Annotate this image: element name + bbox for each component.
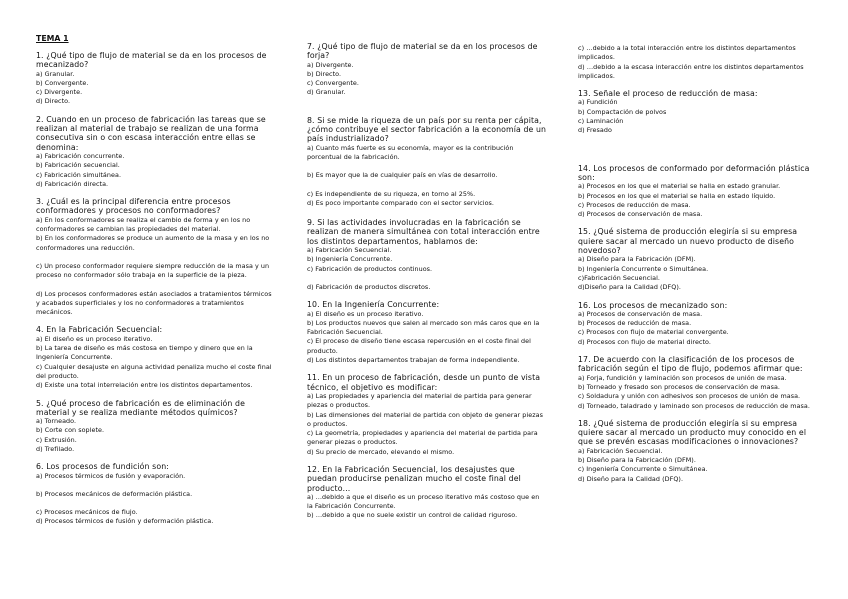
answer-option: c) Cualquier desajuste en alguna actividad penaliza mucho el coste final del producto. [36,362,272,380]
question-text: 18. ¿Qué sistema de producción elegiría si su empresa quiere sacar al mercado un producto muy conocido en el que se prevén escasas modificaciones o innovaciones? [578,418,807,447]
answer-option: b) Procesos mecánicos de deformación plástica. [36,489,193,498]
question-text: 10. En la Ingeniería Concurrente: [307,300,440,310]
answer-option: c) Convergente. [307,79,359,88]
question-block [36,115,276,189]
answer-option: a) Procesos de conservación de masa. [578,309,703,318]
answer-option: d) …debido a la escasa interacción entre los distintos departamentos implicados. [578,62,804,80]
answer-option: a) Diseño para la Fabricación (DFM). [578,255,696,264]
question-text: 9. Si las actividades involucradas en la fabricación se realizan de manera simultánea con total interacción entre los distintos departamentos, hablamos de: [307,218,540,246]
question-text: 17. De acuerdo con la clasificación de los procesos de fabricación según el tipo de flujo, podemos afirmar que: [578,355,803,374]
answer-option: b) En los conformadores se produce un aumento de la masa y en los no conformadores una reducción. [36,234,270,252]
answer-option: b) Torneado y fresado son procesos de conservación de masa. [578,382,781,391]
answer-option: d) Procesos de conservación de masa. [578,210,703,219]
question-text: 4. En la Fabricación Secuencial: [36,325,163,335]
answer-option: c) La geometría, propiedades y apariencia del material de partida para generar piezas o productos. [307,429,538,447]
question-block [578,419,818,484]
answer-option: c) Fabricación de productos continuos. [307,264,433,273]
answer-option: b) Procesos en los que el material se halla en estado líquido. [578,191,776,200]
answer-option: a) El diseño es un proceso iterativo. [36,334,153,343]
answer-option: c) Es independiente de su riqueza, en torno al 25%. [307,189,476,198]
question-text: 5. ¿Qué proceso de fabricación es de eliminación de material y se realiza mediante métodos químicos? [36,398,245,417]
answer-option: c) Un proceso conformador requiere siempre reducción de la masa y un proceso no conformador sólo trabaja en la superficie de la pieza. [36,261,270,280]
answer-option: d) Su precio de mercado, elevando el mismo. [307,447,455,456]
answer-option: a) Cuanto más fuerte es su economía, mayor es la contribución porcentual de la fabricación. [307,143,514,161]
answer-option: a) El diseño es un proceso iterativo. [307,309,424,318]
answer-option: b) Convergente. [36,78,89,87]
answer-option: d)Diseño para la Calidad (DFQ). [578,283,681,292]
answer-option: a) Las propiedades y apariencia del material de partida para generar piezas o productos. [307,391,532,410]
question-text: 15. ¿Qué sistema de producción elegiría si su empresa quiere sacar al mercado un nuevo producto de diseño novedoso? [578,227,798,256]
question-block [307,218,547,292]
answer-option: a) Divergente. [307,60,354,69]
answer-option: b) Fabricación secuencial. [36,161,120,170]
question-block [578,89,818,135]
question-block [307,116,547,208]
answer-option: a) Procesos en los que el material se halla en estado granular. [578,182,781,191]
answer-option: a) Fundición [578,98,618,107]
column-3 [578,36,818,484]
question-block [307,373,547,457]
answer-option: d) Fabricación de productos discretos. [307,282,431,291]
answer-option: b) Directo. [307,69,342,78]
answer-option: c) Procesos con flujo de material convergente. [578,328,729,337]
answer-option: c) Extrusión. [36,435,77,444]
answer-option: b) Procesos de reducción de masa. [578,319,692,328]
question-block [578,164,818,220]
question-text: 7. ¿Qué tipo de flujo de material se da en los procesos de forja? [307,42,538,61]
answer-option: d) Los procesos conformadores están asociados a tratamientos térmicos y acabados superficiales y los no conformadores a tratamientos mecánicos. [36,289,272,317]
question-block [36,197,276,317]
answer-option: b) Ingeniería Concurrente. [307,255,393,264]
answer-option: d) Diseño para la Calidad (DFQ). [578,474,684,483]
answer-option: c) Laminación [578,117,624,126]
document-title: TEMA 1 [36,34,69,43]
question-block [36,462,276,526]
answer-option: d) Fabricación directa. [36,179,109,188]
question-block [578,44,818,81]
question-text: 1. ¿Qué tipo de flujo de material se da en los procesos de mecanizado? [36,51,267,70]
question-text: 8. Si se mide la riqueza de un país por su renta per cápita, ¿cómo contribuye el sector fabricación a la economía de un país industrializado? [307,115,547,144]
answer-option: d) Es poco importante comparado con el sector servicios. [307,198,494,207]
column-2 [307,34,547,521]
question-block [578,227,818,292]
question-block [307,465,547,521]
answer-option: b) Compactación de polvos [578,107,667,116]
answer-option: a) Procesos térmicos de fusión y evaporación. [36,471,186,480]
question-text: 3. ¿Cuál es la principal diferencia entre procesos conformadores y procesos no conformadores? [36,197,231,216]
answer-option: c) …debido a la total interacción entre los distintos departamentos implicados. [578,44,796,62]
question-text: 2. Cuando en un proceso de fabricación las tareas que se realizan al material de trabajo se realizan de una forma consecutiva sin o con escasa interacción entre ellas se denomina: [36,114,266,152]
answer-option: b) Diseño para la Fabricación (DFM). [578,455,696,464]
answer-option: b) Es mayor que la de cualquier país en vías de desarrollo. [307,171,498,180]
question-block [307,42,547,98]
question-block [36,51,276,107]
answer-option: d) Trefilado. [36,444,75,453]
answer-option: c) Soldadura y unión con adhesivos son procesos de unión de masa. [578,392,801,401]
question-block [36,325,276,390]
answer-option: d) Procesos con flujo de material directo. [578,337,711,346]
question-text: 11. En un proceso de fabricación, desde un punto de vista técnico, el objetivo es modificar: [307,373,541,392]
answer-option: b) La tarea de diseño es más costosa en tiempo y dinero que en la Ingeniería Concurrente. [36,344,253,362]
answer-option: d) Los distintos departamentos trabajan de forma independiente. [307,356,520,365]
answer-option: d) Existe una total interrelación entre los distintos departamentos. [36,381,253,390]
answer-option: a) …debido a que el diseño es un proceso iterativo más costoso que en la Fabricación Concurrente. [307,492,540,511]
answer-option: a) Granular. [36,69,75,78]
question-text: 13. Señale el proceso de reducción de masa: [578,89,758,99]
answer-option: c) Procesos mecánicos de flujo. [36,508,138,517]
answer-option: c) Ingeniería Concurrente o Simultánea. [578,465,708,474]
answer-option: c) Fabricación simultánea. [36,170,122,179]
answer-option: b) Los productos nuevos que salen al mercado son más caros que en la Fabricación Secuencial. [307,318,540,337]
question-block [578,355,818,411]
answer-option: d) Procesos térmicos de fusión y deformación plástica. [36,517,214,526]
question-block [36,399,276,455]
answer-option: a) Fabricación concurrente. [36,151,125,160]
question-block [578,301,818,347]
answer-option: c) Divergente. [36,88,83,97]
answer-option: b) Las dimensiones del material de partida con objeto de generar piezas o productos. [307,410,543,428]
column-1 [36,34,276,527]
question-text: 6. Los procesos de fundición son: [36,462,169,472]
answer-option: a) Fabricación Secuencial. [307,246,392,255]
answer-option: b) …debido a que no suele existir un control de calidad riguroso. [307,511,518,520]
question-block [307,300,547,365]
answer-option: c)Fabricación Secuencial. [578,273,660,282]
question-text: 16. Los procesos de mecanizado son: [578,300,728,310]
answer-option: b) Corte con soplete. [36,426,105,435]
answer-option: a) Forja, fundición y laminación son procesos de unión de masa. [578,373,787,382]
answer-option: b) Ingeniería Concurrente o Simultánea. [578,264,709,273]
answer-option: d) Directo. [36,97,71,106]
question-text: 12. En la Fabricación Secuencial, los desajustes que puedan producirse penalizan mucho el coste final del producto… [307,464,521,493]
answer-option: c) Procesos de reducción de masa. [578,200,691,209]
answer-option: a) Torneado. [36,417,77,426]
answer-option: c) El proceso de diseño tiene escasa repercusión en el coste final del producto. [307,337,531,355]
answer-option: d) Fresado [578,126,612,135]
answer-option: d) Granular. [307,88,346,97]
answer-option: a) Fabricación Secuencial. [578,446,663,455]
answer-option: d) Torneado, taladrado y laminado son procesos de reducción de masa. [578,401,810,410]
answer-option: a) En los conformadores se realiza el cambio de forma y en los no conformadores se cambian las propiedades del material. [36,215,251,234]
question-text: 14. Los procesos de conformado por deformación plástica son: [578,163,810,182]
